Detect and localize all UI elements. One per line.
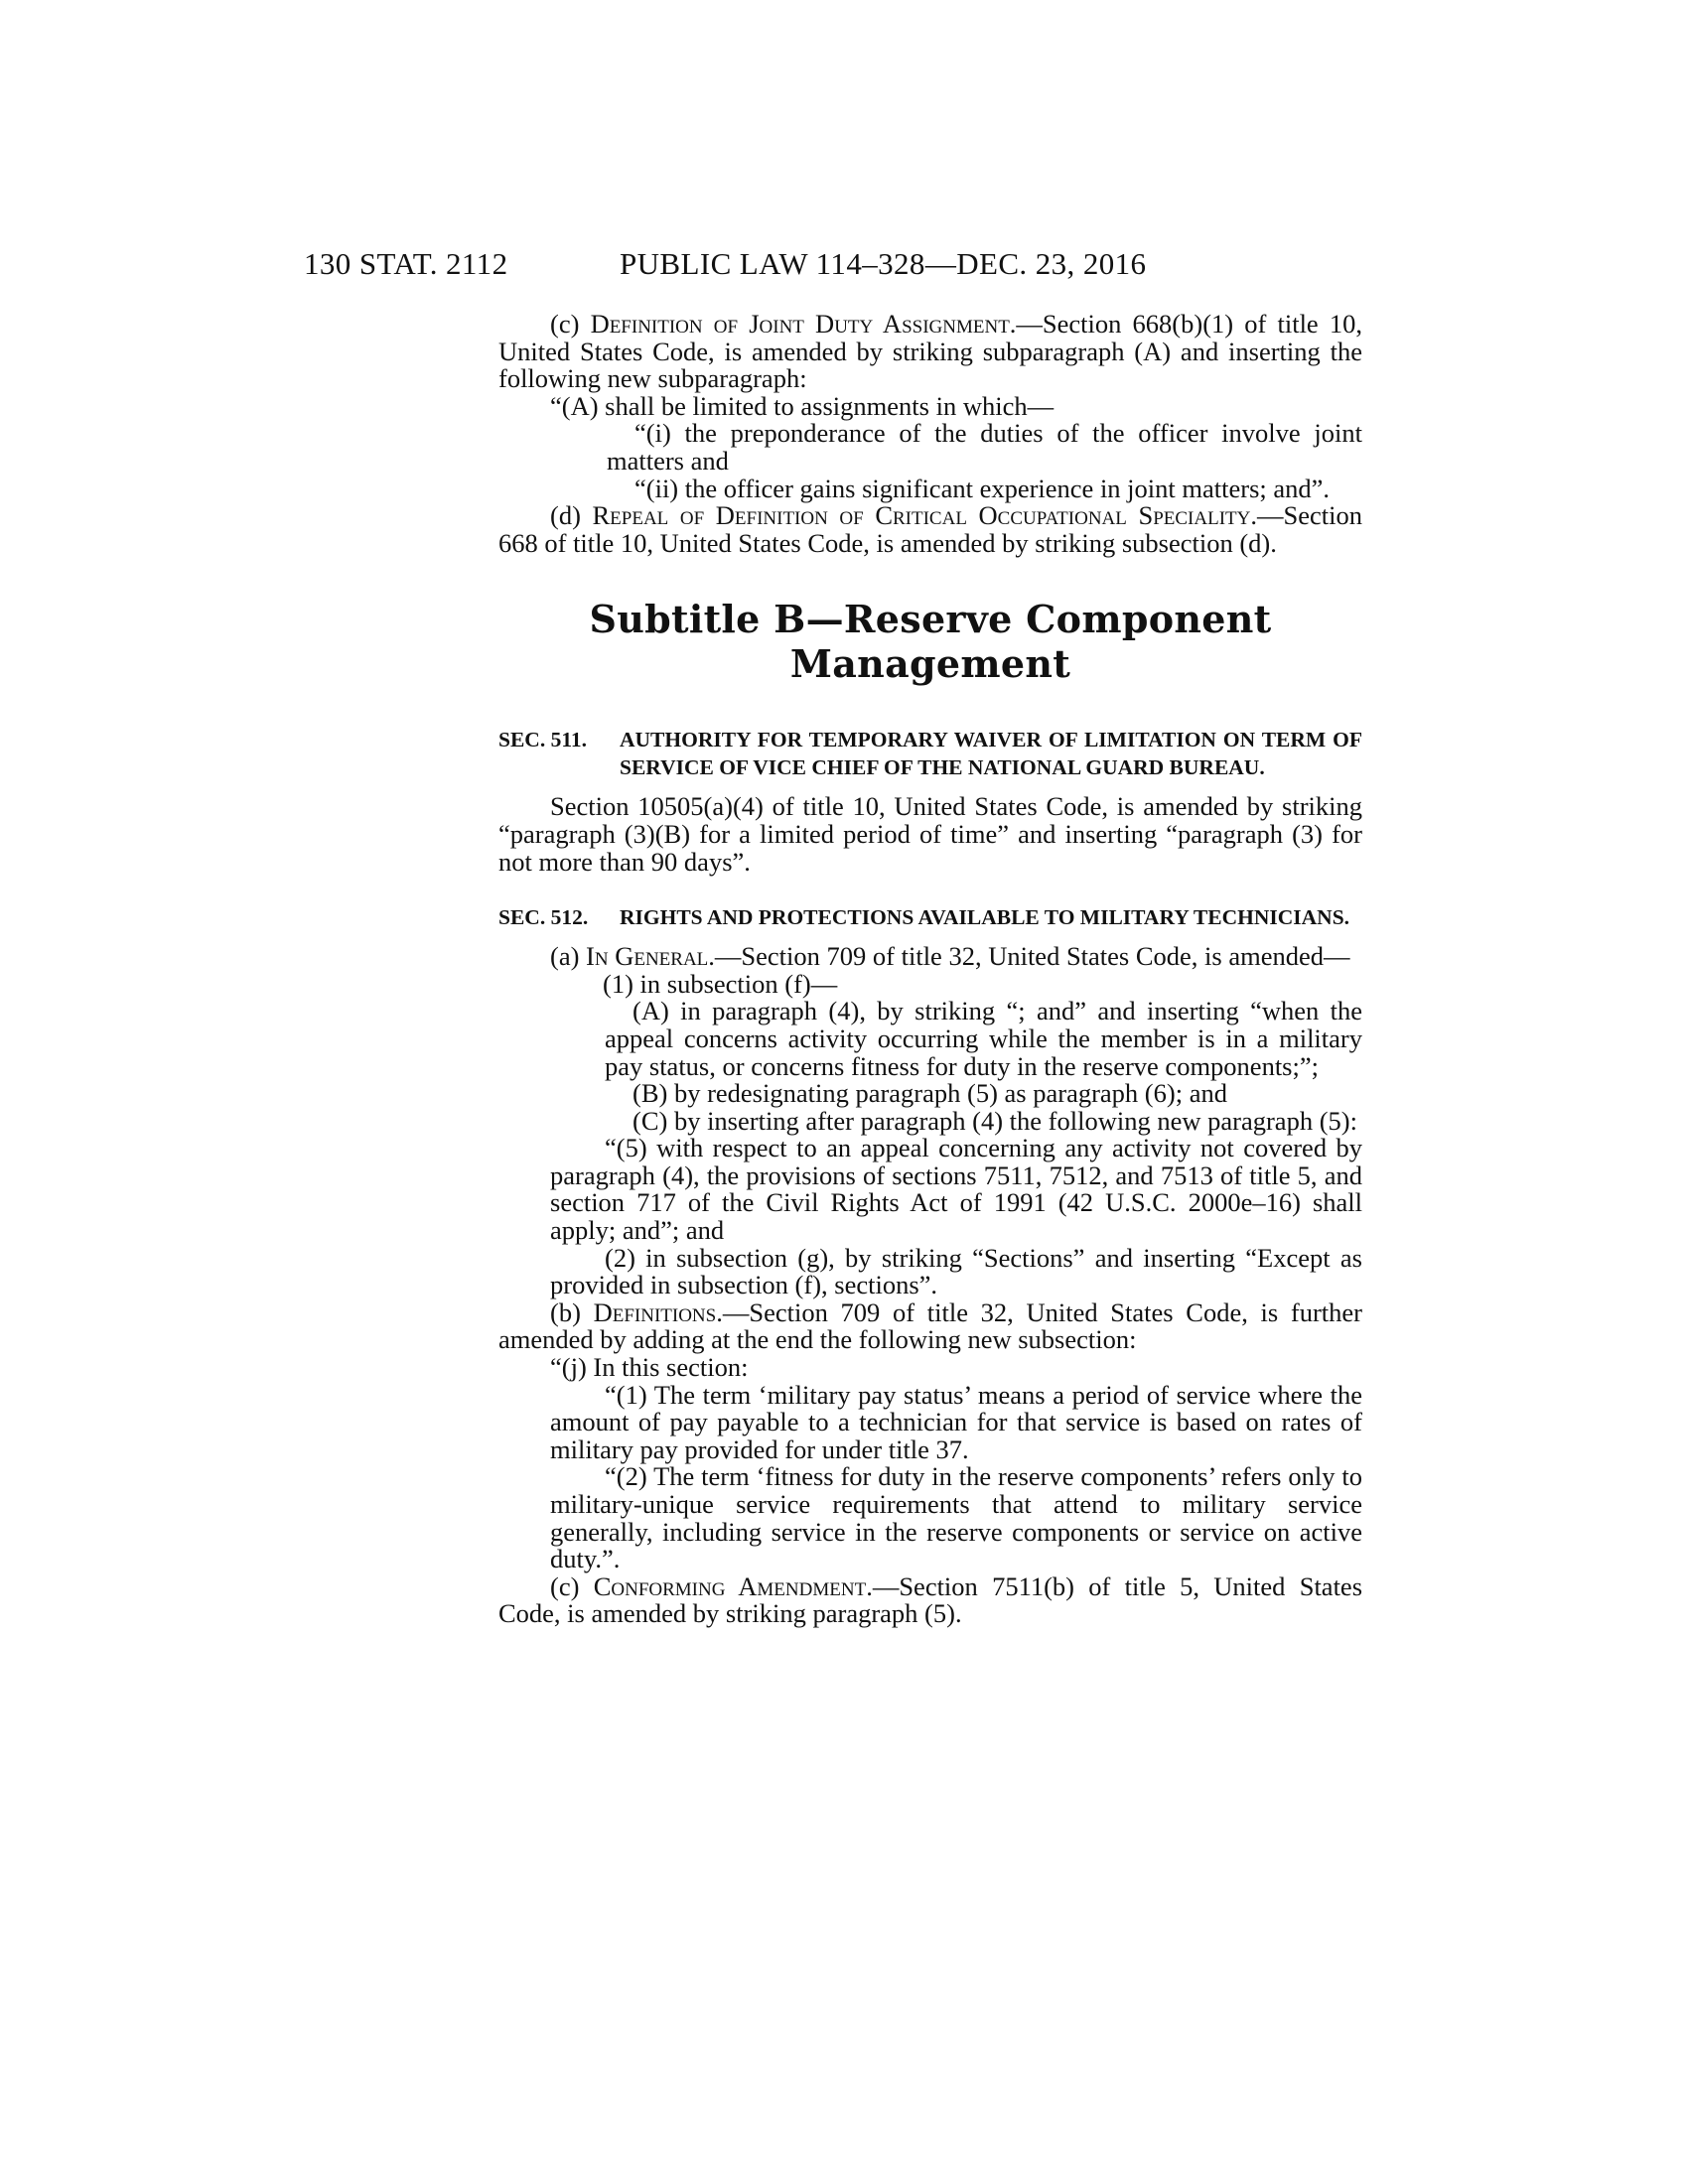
paragraph-heading: Repeal of Definition of Critical Occupational Speciality	[592, 500, 1251, 531]
section-512-c: (c) Conforming Amendment.—Section 7511(b) of title 5, United States Code, is amended by striking paragraph (5).	[498, 1570, 1363, 1629]
paragraph-heading: Definitions	[593, 1297, 717, 1327]
section-511-text: Section 10505(a)(4) of title 10, United States Code, is amended by striking “paragraph (3)(B) for a limited period of time” and inserting “paragraph (3) for not more than 90 days”.	[498, 791, 1362, 877]
paragraph-heading: Definition of Joint Duty Assignment	[590, 309, 1010, 339]
section-512-a: (a) In General.—Section 709 of title 32, United States Code, is amended—	[550, 941, 1350, 972]
item-2: (2) in subsection (g), by striking “Sections” and inserting “Except as provided in subsection (f), sections”.	[550, 1242, 1362, 1300]
paragraph-d-repeal: (d) Repeal of Definition of Critical Occupational Speciality.—Section 668 of title 10, United States Code, is amended by striking subsection (d).	[498, 500, 1362, 558]
running-header	[0, 246, 1688, 296]
section-512-b: (b) Definitions.—Section 709 of title 32, United States Code, is further amended by adding at the end the following new subsection:	[498, 1297, 1362, 1355]
quoted-paragraph-5: “(5) with respect to an appeal concerning any activity not covered by paragraph (4), the provisions of sections 7511, 7512, and 7513 of title 5, and section 717 of the Civil Rights Act of 1991 (42 U.S.C. 2000e–16) shall apply; and”; and	[550, 1133, 1362, 1246]
definition-1: “(1) The term ‘military pay status’ means a period of service where the amount of pay payable to a technician for that service is based on rates of military pay provided for under title 37.	[550, 1379, 1362, 1464]
definition-2: “(2) The term ‘fitness for duty in the reserve components’ refers only to military-unique service requirements that attend to military service generally, including service in the reserve components or service on active duty.”.	[550, 1461, 1362, 1574]
paragraph-c-joint-duty: (c) Definition of Joint Duty Assignment.—Section 668(b)(1) of title 10, United States Code, is amended by striking subparagraph (A) and inserting the following new subparagraph:	[498, 309, 1362, 394]
quoted-subsection-j: “(j) In this section:	[550, 1352, 749, 1383]
quoted-clause-ii: “(ii) the officer gains significant experience in joint matters; and”.	[634, 473, 1331, 503]
item-a: (A) in paragraph (4), by striking “; and” and inserting “when the appeal concerns activity occurring while the member is in a military pay status, or concerns fitness for duty in the reserve components;”;	[605, 996, 1362, 1081]
subtitle-heading: Subtitle B—Reserve Component Management	[589, 597, 1272, 687]
item-c: (C) by inserting after paragraph (4) the following new paragraph (5):	[633, 1105, 1357, 1136]
quoted-subparagraph-a: “(A) shall be limited to assignments in which—	[550, 390, 1055, 421]
statute-page-number: 130 STAT. 2112	[304, 246, 508, 281]
item-1: (1) in subsection (f)—	[603, 968, 838, 999]
item-b: (B) by redesignating paragraph (5) as paragraph (6); and	[633, 1078, 1227, 1109]
section-512-heading: SEC. 512. RIGHTS AND PROTECTIONS AVAILABLE TO MILITARY TECHNICIANS.	[498, 905, 1350, 930]
page-body	[498, 311, 1362, 1628]
paragraph-heading: Conforming Amendment	[593, 1570, 867, 1601]
public-law-citation: PUBLIC LAW 114–328—DEC. 23, 2016	[620, 246, 1147, 281]
paragraph-heading: In General	[586, 941, 709, 972]
quoted-clause-i: “(i) the preponderance of the duties of the officer involve joint matters and	[607, 418, 1362, 476]
section-511-heading: SEC. 511. AUTHORITY FOR TEMPORARY WAIVER OF LIMITATION ON TERM OF SERVICE OF VICE CHIEF OF THE NATIONAL GUARD BUREAU.	[498, 728, 1362, 780]
